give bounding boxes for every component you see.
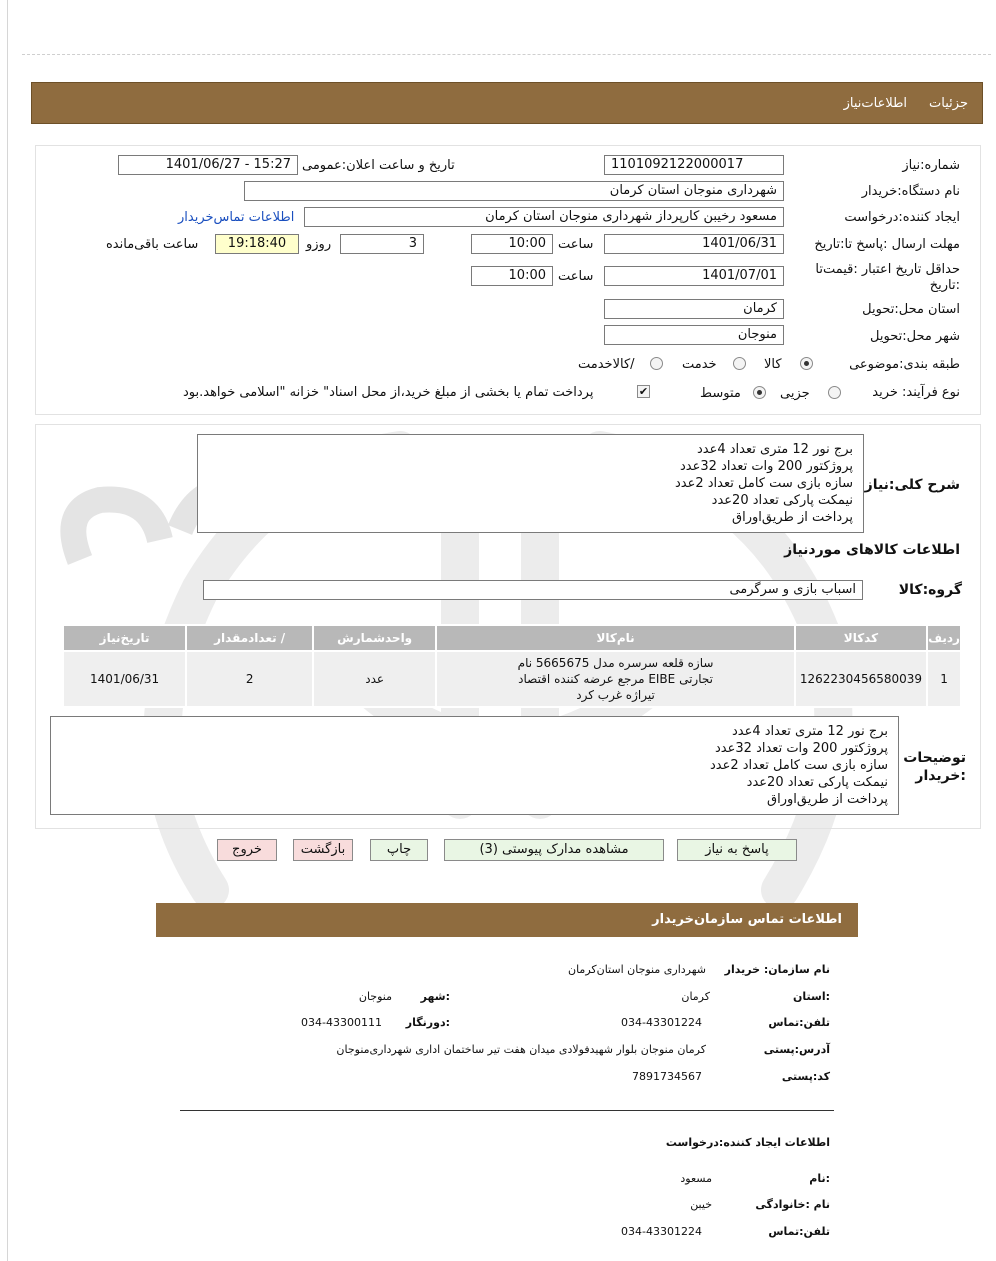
cell-code: 1262230456580039: [795, 651, 927, 707]
contact-address-label: آدرس:پستی: [763, 1043, 830, 1056]
section-divider: [180, 1110, 834, 1111]
goods-group-field: اسباب بازی و سرگرمی: [203, 580, 863, 600]
buyer-notes-label-line2: :خریدار: [915, 768, 966, 784]
contact-fax-value: 034-43300111: [301, 1016, 382, 1029]
creator-name-label: :نام: [809, 1172, 830, 1185]
buyer-notes-line: سازه بازی ست کامل تعداد 2عدد: [709, 758, 888, 773]
creator-phone-label: تلفن:تماس: [768, 1225, 830, 1238]
table-row: [63, 651, 961, 707]
process-type-label: نوع فرآیند: خرید: [872, 385, 960, 400]
validity-label-line2: :تاریخ: [929, 278, 960, 293]
category-option-goods-service: /کالاخدمت: [578, 357, 635, 372]
contact-phone-label: تلفن:تماس: [768, 1016, 830, 1029]
tab-need-info[interactable]: اطلاعات‌نیاز: [843, 95, 908, 111]
announce-datetime-field: 1401/06/27 - 15:27: [118, 155, 298, 175]
creator-family-label: نام :خانوادگی: [755, 1198, 830, 1211]
province-label: استان محل:تحویل: [862, 302, 960, 317]
category-radio-service[interactable]: [733, 357, 746, 370]
buyer-notes-line: پروژکتور 200 وات تعداد 32عدد: [715, 741, 888, 756]
category-radio-goods[interactable]: [800, 357, 813, 370]
contact-address-value: کرمان منوجان بلوار شهیدفولادی میدان هفت تیر ساختمان اداری شهرداری‌منوجان: [336, 1043, 706, 1056]
goods-table: [62, 624, 962, 708]
contact-province-label: :استان: [793, 990, 830, 1003]
cell-name: [436, 651, 795, 707]
process-option-medium: متوسط: [700, 386, 741, 401]
summary-line: پروژکتور 200 وات تعداد 32عدد: [680, 459, 853, 474]
cell-name-line: سازه قلعه سرسره مدل 5665675 نام: [517, 656, 714, 670]
cell-date: 1401/06/31: [63, 651, 186, 707]
tab-details[interactable]: جزئیات: [929, 95, 968, 111]
print-button[interactable]: چاپ: [370, 839, 428, 861]
exit-button[interactable]: خروج: [217, 839, 277, 861]
top-divider: [22, 54, 991, 55]
cell-unit: عدد: [313, 651, 436, 707]
buyer-contact-link[interactable]: اطلاعات تماس‌خریدار: [178, 210, 295, 225]
days-field: 3: [340, 234, 424, 254]
announce-label: تاریخ و ساعت اعلان:عمومی: [302, 158, 455, 173]
creator-name-value: مسعود: [680, 1172, 712, 1185]
cell-name-line: تیراژه غرب کرد: [576, 688, 655, 702]
creator-phone-value: 034-43301224: [621, 1225, 702, 1238]
deadline-time-label: ساعت: [558, 237, 594, 252]
deadline-label: مهلت ارسال :پاسخ تا:تاریخ: [814, 237, 960, 252]
cell-qty: 2: [186, 651, 313, 707]
buyer-field: شهرداری منوجان استان کرمان: [244, 181, 784, 201]
col-qty: / تعدادمقدار: [186, 625, 313, 651]
deadline-date-field: 1401/06/31: [604, 234, 784, 254]
col-unit: واحدشمارش: [313, 625, 436, 651]
category-radio-goods-service[interactable]: [650, 357, 663, 370]
summary-line: سازه بازی ست کامل تعداد 2عدد: [674, 476, 853, 491]
summary-line: پرداخت از طریق‌اوراق: [732, 510, 853, 525]
summary-line: برج نور 12 متری تعداد 4عدد: [696, 442, 853, 457]
city-label: شهر محل:تحویل: [870, 329, 960, 344]
need-number-label: شماره:نیاز: [902, 158, 960, 173]
process-radio-minor[interactable]: [828, 386, 841, 399]
buyer-notes-textarea: [50, 716, 899, 815]
summary-label: شرح کلی:نیاز: [864, 477, 960, 493]
col-code: کدکالا: [795, 625, 927, 651]
cell-row: 1: [927, 651, 961, 707]
category-label: طبقه بندی:موضوعی: [849, 357, 960, 372]
contact-city-label: :شهر: [420, 990, 450, 1003]
contact-phone-value: 034-43301224: [621, 1016, 702, 1029]
remaining-time-label: ساعت باقی‌مانده: [106, 237, 199, 252]
process-radio-medium[interactable]: [753, 386, 766, 399]
contact-section-header: اطلاعات تماس سازمان‌خریدار: [156, 903, 858, 937]
contact-postal-value: 7891734567: [632, 1070, 702, 1083]
goods-section-title: اطلاعات کالاهای موردنیاز: [784, 542, 960, 558]
buyer-label: نام دستگاه:خریدار: [861, 184, 960, 199]
payment-note: پرداخت تمام یا بخشی از مبلغ خرید،از محل اسناد" خزانه "اسلامی خواهد.بود: [183, 385, 594, 400]
category-option-service: خدمت: [682, 357, 717, 372]
contact-province-value: کرمان: [681, 990, 710, 1003]
buyer-notes-line: نیمکت پارکی تعداد 20عدد: [746, 775, 888, 790]
goods-table-header: [63, 625, 961, 651]
summary-line: نیمکت پارکی تعداد 20عدد: [711, 493, 853, 508]
deadline-time-field: 10:00: [471, 234, 553, 254]
category-option-goods: کالا: [764, 357, 782, 372]
requester-label: ایجاد کننده:درخواست: [844, 210, 960, 225]
validity-label-line1: حداقل تاریخ اعتبار :قیمت‌تا: [815, 262, 960, 277]
contact-postal-label: کد:پستی: [781, 1070, 830, 1083]
validity-time-field: 10:00: [471, 266, 553, 286]
left-border-line: [7, 0, 8, 1261]
validity-time-label: ساعت: [558, 269, 594, 284]
cell-name-line: تجارتی EIBE مرجع عرضه کننده اقتصاد: [518, 672, 713, 686]
buyer-notes-label-line1: توضیحات: [903, 750, 966, 766]
contact-fax-label: :دورنگار: [405, 1016, 450, 1029]
contact-city-value: منوجان: [358, 990, 392, 1003]
remaining-time-field: 19:18:40: [215, 234, 299, 254]
col-date: تاریخ‌نیاز: [63, 625, 186, 651]
city-field: منوجان: [604, 325, 784, 345]
reply-button[interactable]: پاسخ به نیاز: [677, 839, 797, 861]
col-row: ردیف: [927, 625, 961, 651]
buyer-notes-line: برج نور 12 متری تعداد 4عدد: [731, 724, 888, 739]
days-label: روزو: [306, 237, 332, 252]
attachments-button[interactable]: مشاهده مدارک پیوستی (3): [444, 839, 664, 861]
creator-family-value: خیبن: [690, 1198, 712, 1211]
summary-textarea: [197, 434, 864, 533]
col-name: نام‌کالا: [436, 625, 795, 651]
goods-group-label: گروه:کالا: [898, 582, 962, 598]
buyer-notes-line: پرداخت از طریق‌اوراق: [767, 792, 888, 807]
need-number-field: 1101092122000017: [604, 155, 784, 175]
back-button[interactable]: بازگشت: [293, 839, 353, 861]
tab-header-bar: [31, 82, 983, 124]
creator-section-title: اطلاعات ایجاد کننده:درخواست: [665, 1136, 830, 1149]
province-field: کرمان: [604, 299, 784, 319]
contact-org-value: شهرداری منوجان استان‌کرمان: [568, 963, 706, 976]
validity-date-field: 1401/07/01: [604, 266, 784, 286]
process-option-minor: جزیی: [780, 386, 810, 401]
payment-checkbox[interactable]: ✔: [638, 385, 649, 398]
requester-field: مسعود رخیبن کارپرداز شهرداری منوجان استان کرمان: [304, 207, 784, 227]
contact-org-label: نام سازمان: خریدار: [724, 963, 830, 976]
